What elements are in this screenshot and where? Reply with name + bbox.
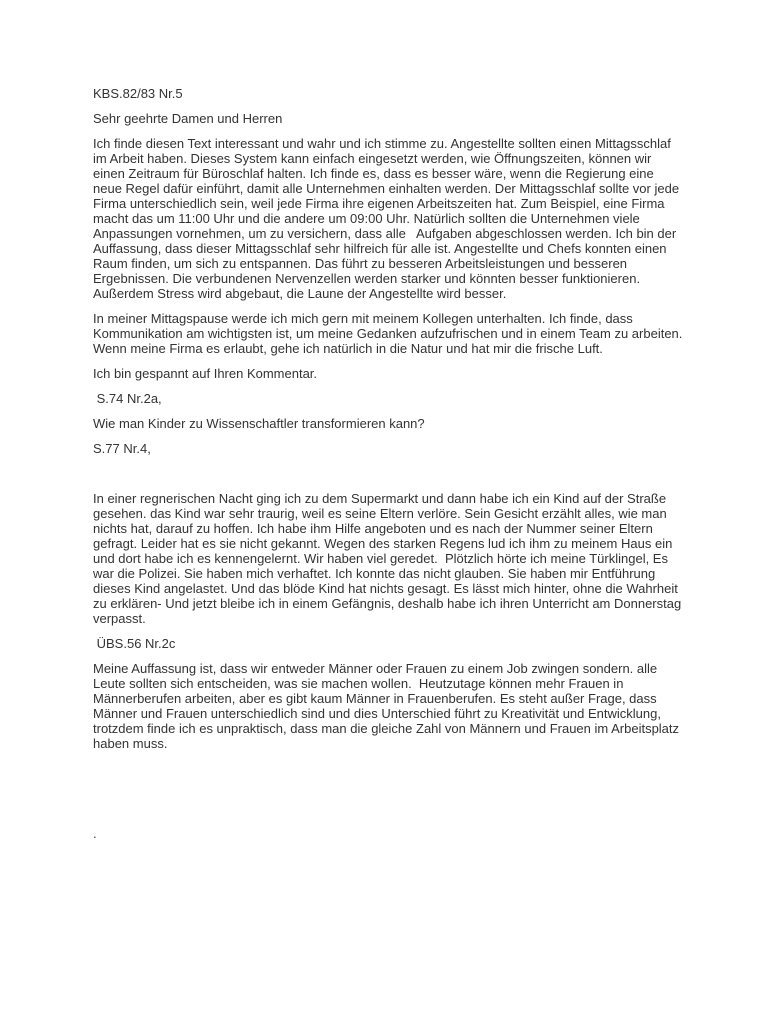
reference-heading: ÜBS.56 Nr.2c xyxy=(93,636,176,651)
body-paragraph: In meiner Mittagspause werde ich mich gern mit meinem Kollegen unterhalten. Ich finde, dass Kommunikation am wichtigsten ist, um meine Gedanken aufzufrischen und in einem Team zu arbeiten. Wenn meine Firma es erlaubt, gehe ich natürlich in die Natur und hat mir die frische Luft. xyxy=(93,311,687,356)
opinion-paragraph: Meine Auffassung ist, dass wir entweder Männer oder Frauen zu einem Job zwingen sondern. alle Leute sollten sich entscheiden, was sie machen wollen. Heutzutage können mehr Frauen in Männerberufen arbeiten, aber es gibt kaum Männer in Frauenberufen. Es steht außer Frage, dass Männer und Frauen unterschiedlich sind und dies Unterschied führt zu Kreativität und Entwicklung, trotzdem finde ich es unpraktisch, dass man die gleiche Zahl von Männern und Frauen im Arbeitsplatz haben muss. xyxy=(93,661,683,751)
reference-heading: KBS.82/83 Nr.5 xyxy=(93,86,183,101)
body-paragraph: Ich finde diesen Text interessant und wahr und ich stimme zu. Angestellte sollten einen Mittagsschlaf im Arbeit haben. Dieses System kann einfach eingesetzt werden, wie Öffnungszeiten, können wir einen Zeitraum für Büroschlaf halten. Ich finde es, dass es besser wäre, wenn die Regierung eine neue Regel dafür einführt, damit alle Unternehmen einhalten werden. Der Mittagsschlaf sollte vor jede Firma unterschiedlich sein, weil jede Firma ihre eigenen Arbeitszeiten hat. Zum Beispiel, eine Firma macht das um 11:00 Uhr und die andere um 09:00 Uhr. Natürlich sollten die Unternehmen viele Anpassungen vornehmen, um zu versichern, dass alle Aufgaben abgeschlossen werden. Ich bin der Auffassung, dass dieser Mittagsschlaf sehr hilfreich für alle ist. Angestellte und Chefs konnten einen Raum finden, um sich zu entspannen. Das führt zu besseren Arbeitsleistungen und besseren Ergebnissen. Die verbundenen Nervenzellen werden starker und könnten besser funktionieren. Außerdem Stress wird abgebaut, die Laune der Angestellte wird besser. xyxy=(93,136,683,301)
reference-heading: S.77 Nr.4, xyxy=(93,441,151,456)
salutation: Sehr geehrte Damen und Herren xyxy=(93,111,283,126)
trailing-mark: . xyxy=(93,826,97,841)
story-paragraph: In einer regnerischen Nacht ging ich zu dem Supermarkt und dann habe ich ein Kind auf der Straße gesehen. das Kind war sehr traurig, weil es seine Eltern verlöre. Sein Gesicht erzählt alles, wie man nichts hat, darauf zu hoffen. Ich habe ihm Hilfe angeboten und es nach der Nummer seiner Eltern gefragt. Leider hat es sie nicht gekannt. Wegen des starken Regens lud ich ihm zu meinem Haus ein und dort habe ich es kennengelernt. Wir haben viel geredet. Plötzlich hörte ich meine Türklingel, Es war die Polizei. Sie haben mich verhaftet. Ich konnte das nicht glauben. Sie haben mir Entführung dieses Kind angelastet. Und das blöde Kind hat nichts gesagt. Es lässt mich hinter, ohne die Wahrheit zu erklären- Und jetzt bleibe ich in einem Gefängnis, deshalb habe ich ihren Unterricht am Donnerstag verpasst. xyxy=(93,491,685,626)
closing-line: Ich bin gespannt auf Ihren Kommentar. xyxy=(93,366,318,381)
document-page xyxy=(93,86,687,851)
reference-heading: S.74 Nr.2a, xyxy=(93,391,162,406)
question-line: Wie man Kinder zu Wissenschaftler transformieren kann? xyxy=(93,416,425,431)
